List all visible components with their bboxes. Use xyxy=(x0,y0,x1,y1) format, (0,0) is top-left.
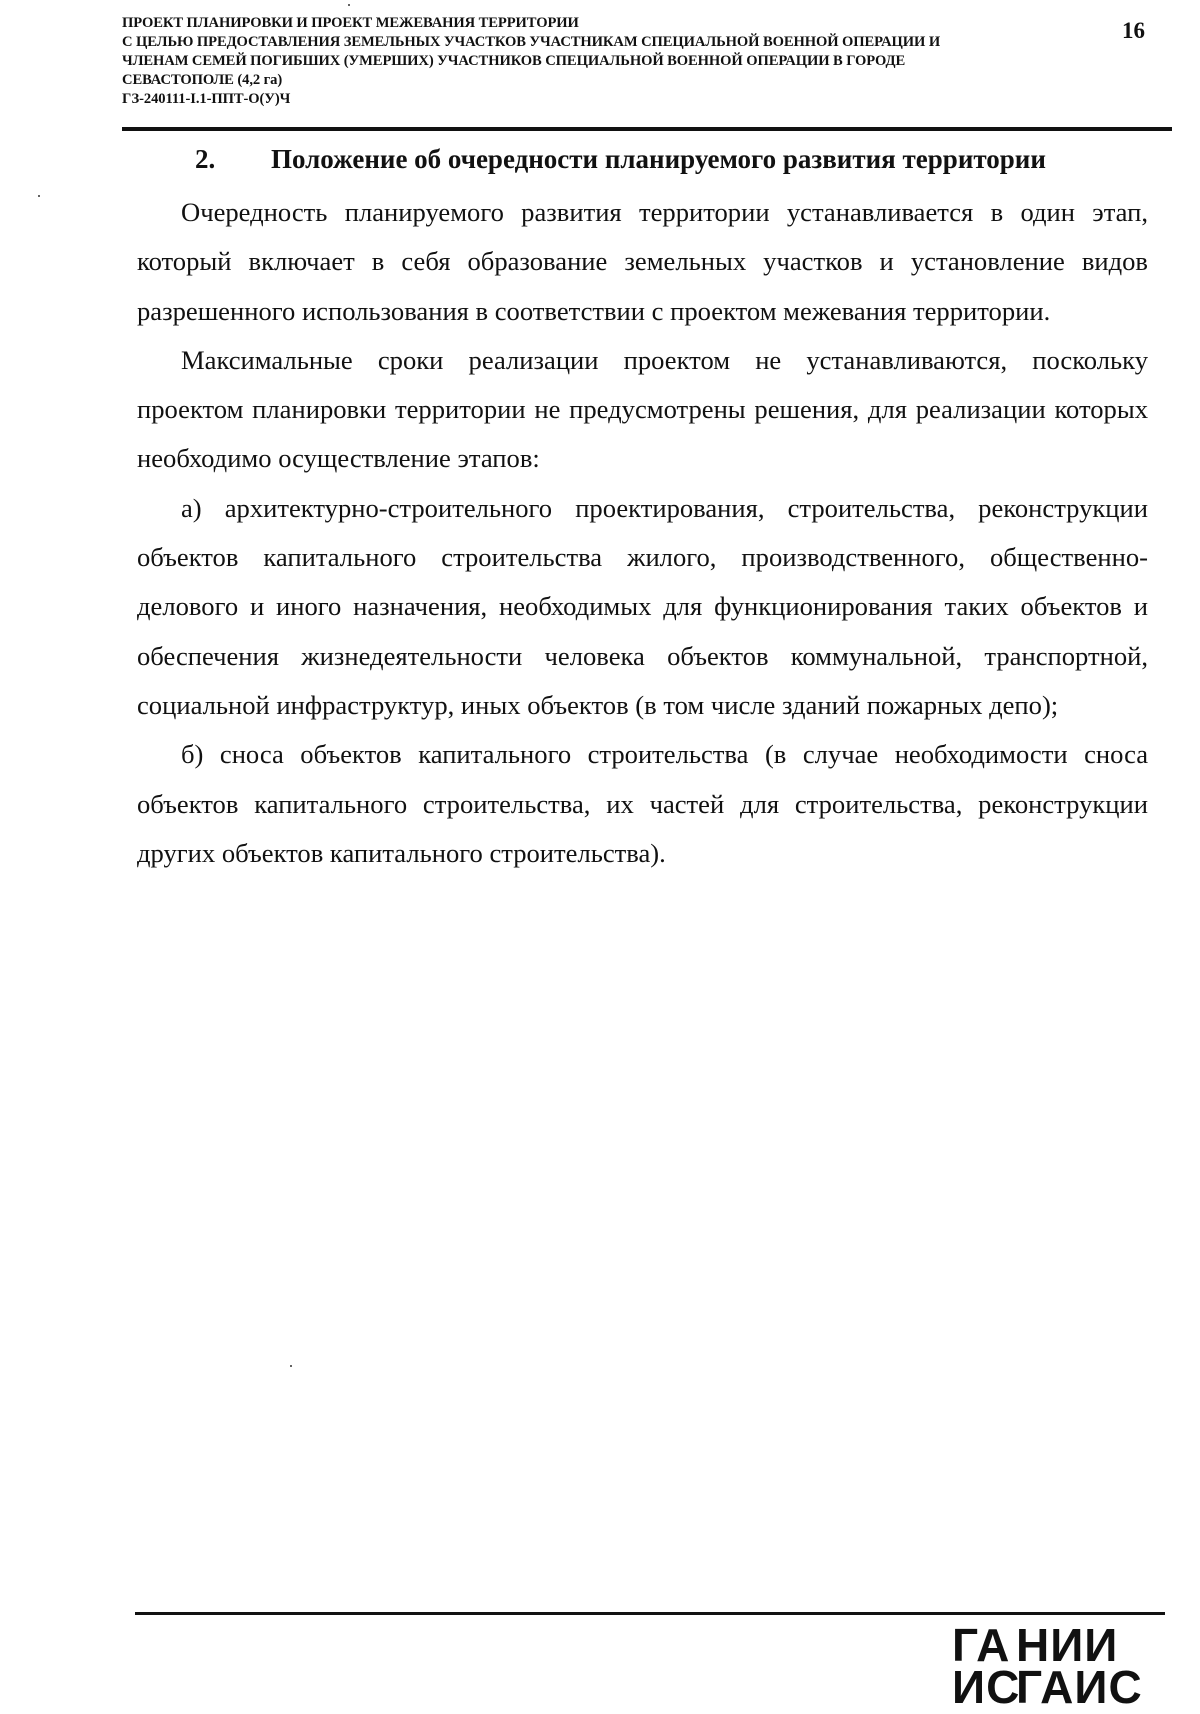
scan-speck xyxy=(348,4,350,6)
logo-mark-top: ГА xyxy=(952,1624,1011,1671)
header-divider xyxy=(122,127,1172,131)
paragraph: б) сноса объектов капитального строительства (в случае необходимости сноса объектов капитального строительства, их частей для строительства, реконструкции других объектов капитального строительства). xyxy=(137,739,1148,868)
logo-name-top: НИИ xyxy=(1016,1624,1119,1671)
body-text xyxy=(137,188,1148,878)
section-heading xyxy=(195,139,1175,179)
page-number: 16 xyxy=(1122,18,1145,43)
section-number: 2. xyxy=(195,144,216,174)
scan-speck xyxy=(38,195,40,197)
paragraph: Максимальные сроки реализации проектом не устанавливаются, поскольку проектом планировки территории не предусмотрены решения, для реализации которых необходимо осуществление этапов: xyxy=(137,344,1148,474)
footer-divider xyxy=(135,1612,1165,1615)
document-header xyxy=(122,14,1122,109)
section-title: Положение об очередности планируемого развития территории xyxy=(271,144,1046,174)
header-line: ПРОЕКТ ПЛАНИРОВКИ И ПРОЕКТ МЕЖЕВАНИЯ ТЕРРИТОРИИ xyxy=(122,15,579,31)
paragraph: а) архитектурно-строительного проектирования, строительства, реконструкции объектов капитального строительства жилого, производственного, общественно-делового и иного назначения, необходимых для функционирования таких объектов и обеспечения жизнедеятельности человека объектов коммунальной, транспортной, социальной инфраструктур, иных объектов (в том числе зданий пожарных депо); xyxy=(137,492,1148,720)
document-code: ГЗ-240111-I.1-ППТ-О(У)Ч xyxy=(122,91,291,107)
logo-mark-bottom: ИС xyxy=(952,1661,1021,1713)
logo-name-bottom: ГАИС xyxy=(1016,1661,1143,1713)
paragraph: Очередность планируемого развития территории устанавливается в один этап, который включает в себя образование земельных участков и установление видов разрешенного использования в соответствии с проектом межевания территории. xyxy=(137,197,1148,326)
scan-speck xyxy=(290,1365,292,1367)
header-line: СЕВАСТОПОЛЕ (4,2 га) xyxy=(122,72,283,88)
header-line: С ЦЕЛЬЮ ПРЕДОСТАВЛЕНИЯ ЗЕМЕЛЬНЫХ УЧАСТКОВ УЧАСТНИКАМ СПЕЦИАЛЬНОЙ ВОЕННОЙ ОПЕРАЦИИ И xyxy=(122,34,941,50)
organization-logo xyxy=(952,1624,1152,1714)
header-line: ЧЛЕНАМ СЕМЕЙ ПОГИБШИХ (УМЕРШИХ) УЧАСТНИКОВ СПЕЦИАЛЬНОЙ ВОЕННОЙ ОПЕРАЦИИ В ГОРОДЕ xyxy=(122,53,906,69)
